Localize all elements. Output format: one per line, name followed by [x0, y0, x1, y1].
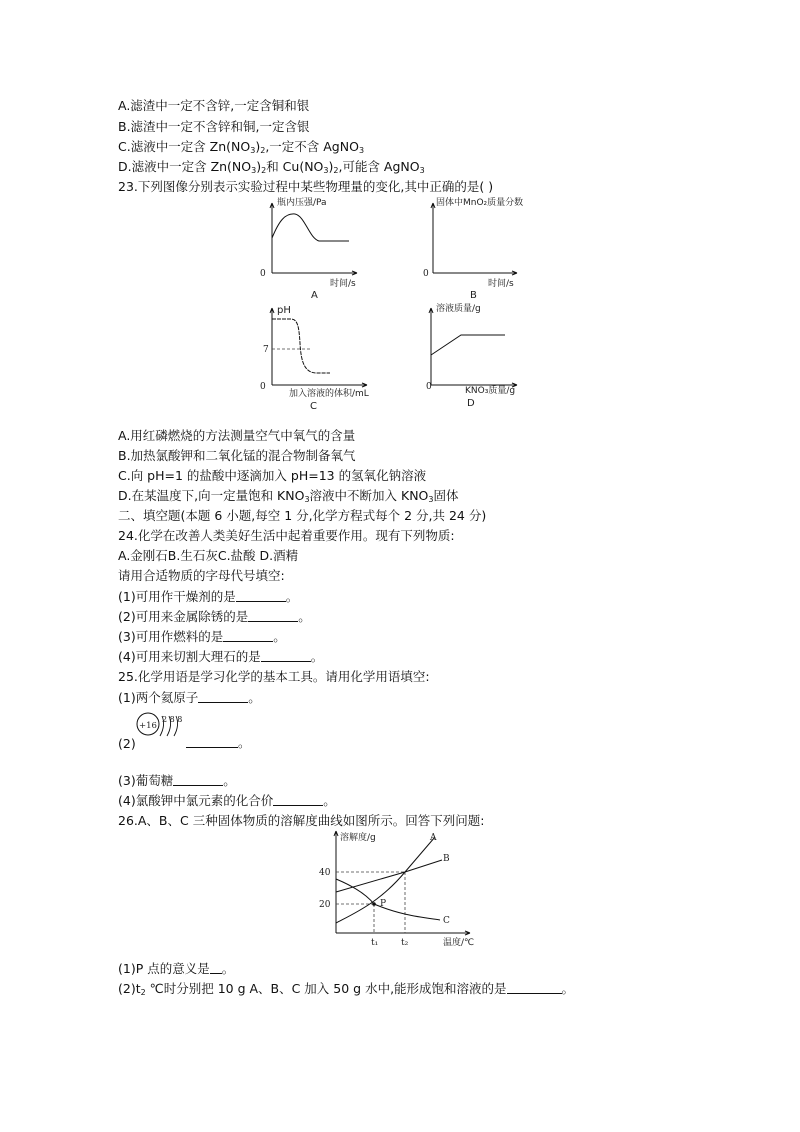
q24-item-2: (2)可用来金属除锈的是 。 — [118, 609, 311, 624]
q22-option-a: A.滤渣中一定不含锌,一定含铜和银 — [118, 98, 310, 113]
q24-item-3: (3)可用作燃料的是 。 — [118, 629, 286, 644]
atom-shells: 2 8 8 — [162, 715, 183, 724]
answer-blank[interactable] — [273, 793, 323, 806]
graph-d-curve — [431, 335, 505, 355]
answer-blank[interactable] — [186, 735, 238, 748]
graph-b — [423, 196, 523, 301]
graph-a — [260, 196, 357, 301]
atom-structure-diagram — [133, 710, 193, 744]
q23-option-c: C.向 pH=1 的盐酸中逐滴加入 pH=13 的氢氧化钠溶液 — [118, 468, 427, 483]
q24-instruction: 请用合适物质的字母代号填空: — [118, 568, 285, 583]
curve-a — [336, 837, 435, 923]
graph-d-label: D — [467, 398, 475, 409]
q26-stem: 26.A、B、C 三种固体物质的溶解度曲线如图所示。回答下列问题: — [118, 813, 485, 828]
q24-stem: 24.化学在改善人类美好生活中起着重要作用。现有下列物质: — [118, 528, 455, 543]
graph-d-origin: 0 — [426, 382, 432, 392]
solubility-chart — [310, 827, 485, 949]
answer-blank[interactable] — [210, 961, 222, 974]
graph-c — [260, 305, 369, 412]
q25-item-1: (1)两个氦原子 。 — [118, 690, 261, 705]
q24-options: A.金刚石B.生石灰C.盐酸 D.酒精 — [118, 548, 299, 563]
solubility-ylabel: 溶解度/g — [340, 833, 376, 843]
point-p — [372, 902, 376, 906]
q23-graphs — [255, 193, 545, 415]
answer-blank[interactable] — [223, 629, 273, 642]
solubility-xlabel: 温度/℃ — [443, 938, 475, 948]
section-2-heading: 二、填空题(本题 6 小题,每空 1 分,化学方程式每个 2 分,共 24 分) — [118, 508, 487, 523]
graph-d-ylabel: 溶液质量/g — [436, 304, 481, 314]
q23-option-a: A.用红磷燃烧的方法测量空气中氧气的含量 — [118, 428, 356, 443]
answer-blank[interactable] — [261, 649, 311, 662]
ytick-20: 20 — [319, 900, 331, 910]
graph-b-label: B — [470, 290, 477, 301]
graph-c-ytick: 7 — [263, 345, 269, 355]
graph-a-curve — [272, 214, 349, 241]
graph-b-xlabel: 时间/s — [488, 279, 514, 289]
q23-stem: 23.下列图像分别表示实验过程中某些物理量的变化,其中正确的是( ) — [118, 179, 494, 194]
answer-blank[interactable] — [173, 773, 223, 786]
answer-blank[interactable] — [236, 589, 286, 602]
graph-b-ylabel: 固体中MnO₂质量分数 — [436, 198, 524, 208]
curve-a-label: A — [430, 833, 437, 843]
xtick-t1: t₁ — [371, 938, 379, 948]
point-p-label: P — [380, 899, 387, 909]
answer-blank[interactable] — [198, 690, 248, 703]
q25-item-2: (2) — [118, 736, 136, 751]
graph-c-xlabel: 加入溶液的体积/mL — [289, 389, 369, 399]
graph-a-label: A — [311, 290, 318, 301]
q25-item-4: (4)氯酸钾中氯元素的化合价 。 — [118, 793, 336, 808]
q24-item-4: (4)可用来切割大理石的是 。 — [118, 649, 324, 664]
q26-item-1: (1)P 点的意义是 。 — [118, 961, 235, 976]
q25-item-3: (3)葡萄糖 。 — [118, 773, 236, 788]
answer-blank[interactable] — [248, 609, 298, 622]
q25-stem: 25.化学用语是学习化学的基本工具。请用化学用语填空: — [118, 669, 430, 684]
q26-item-2: $(2)t_2$ ℃时分别把 10 g A、B、C 加入 50 g 水中,能形成饱和溶液的是 。 — [118, 981, 575, 997]
curve-b-label: B — [443, 854, 450, 864]
answer-blank[interactable] — [507, 981, 562, 994]
q22-option-c: C.滤液中一定含 $Zn(NO_3)_2$,一定不含 AgNO$_3$ — [118, 139, 365, 155]
graph-c-curve — [272, 319, 330, 373]
atom-nucleus: +16 — [139, 721, 157, 731]
q23-option-d: D.在某温度下,向一定量饱和 $KNO_3$溶液中不断加入 $KNO_3$固体 — [118, 488, 459, 504]
q23-option-b: B.加热氯酸钾和二氧化锰的混合物制备氧气 — [118, 448, 356, 463]
q22-option-b: B.滤渣中一定不含锌和铜,一定含银 — [118, 119, 310, 134]
curve-b — [336, 860, 442, 892]
graph-c-origin: 0 — [260, 382, 266, 392]
graph-a-origin: 0 — [260, 269, 266, 279]
q22-option-d: D.滤液中一定含 $Zn(NO_3)_2$和 $Cu(NO_3)_2$,可能含 AgNO$_3$ — [118, 159, 425, 175]
q24-item-1: (1)可用作干燥剂的是 。 — [118, 589, 299, 604]
q25-item-2-answer: 。 — [186, 734, 251, 752]
graph-a-xlabel: 时间/s — [330, 279, 356, 289]
graph-d — [426, 302, 517, 409]
graph-c-label: C — [310, 401, 317, 412]
graph-c-ylabel: pH — [277, 305, 291, 316]
graph-a-ylabel: 瓶内压强/Pa — [277, 198, 327, 208]
ytick-40: 40 — [319, 868, 331, 878]
curve-c-label: C — [443, 916, 450, 926]
graph-b-origin: 0 — [423, 269, 429, 279]
curve-c — [336, 879, 440, 920]
graph-d-xlabel: KNO₃质量/g — [465, 386, 516, 396]
xtick-t2: t₂ — [401, 938, 409, 948]
